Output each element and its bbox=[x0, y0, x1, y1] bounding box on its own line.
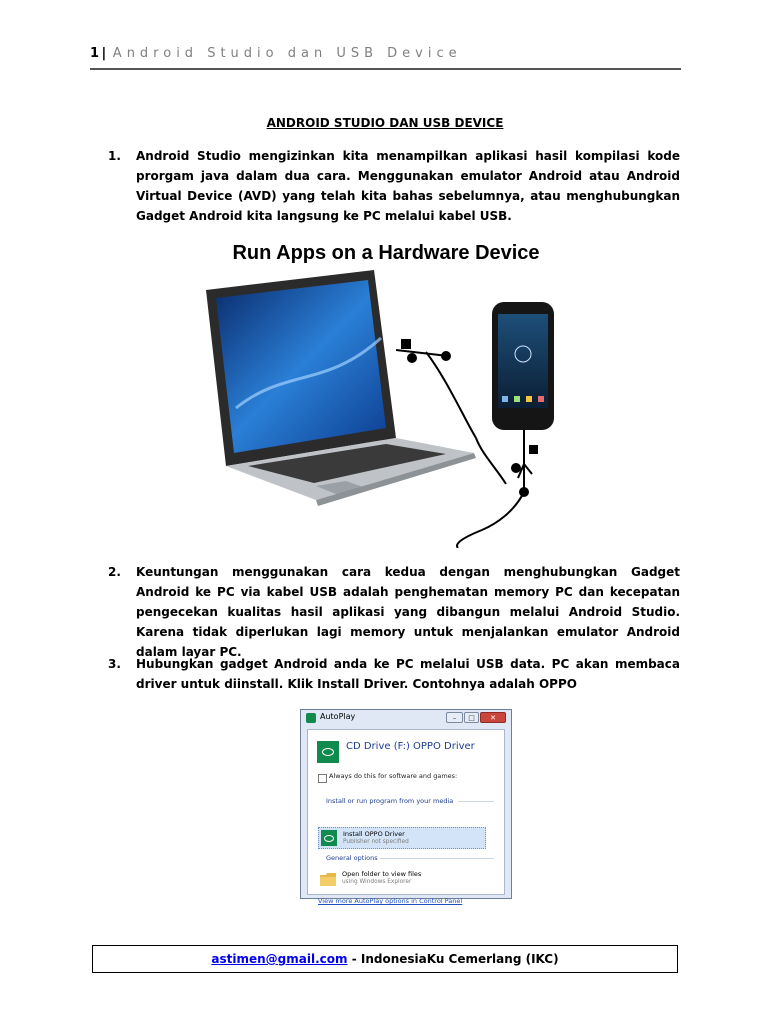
autoplay-dialog-screenshot bbox=[300, 709, 512, 905]
minimize-icon: – bbox=[446, 712, 463, 723]
section-general-heading: General options bbox=[326, 854, 378, 862]
section-divider bbox=[458, 801, 494, 802]
section-divider bbox=[380, 858, 494, 859]
oppo-logo-icon bbox=[321, 830, 337, 846]
page-number: 1 bbox=[90, 46, 100, 61]
install-driver-option bbox=[318, 827, 486, 849]
document-title: ANDROID STUDIO DAN USB DEVICE bbox=[266, 116, 504, 130]
page-footer bbox=[92, 945, 678, 973]
figure-title: Run Apps on a Hardware Device bbox=[232, 242, 540, 264]
footer-email-link[interactable]: astimen@gmail.com bbox=[211, 952, 348, 966]
open-folder-sublabel: using Windows Explorer bbox=[342, 879, 412, 885]
page-header bbox=[90, 46, 680, 68]
close-icon: ✕ bbox=[480, 712, 506, 723]
smartphone-icon bbox=[492, 302, 554, 430]
oppo-logo-icon bbox=[317, 741, 339, 763]
dialog-titlebar bbox=[301, 710, 511, 726]
list-item-number: 1. bbox=[108, 149, 121, 163]
list-item-text: Hubungkan gadget Android anda ke PC melalui USB data. PC akan membaca driver untuk diinstall. Klik Install Driver. Contohnya adalah OPPO bbox=[136, 657, 680, 691]
header-rule bbox=[90, 68, 681, 70]
open-folder-label: Open folder to view files bbox=[342, 870, 422, 878]
install-option-sublabel: Publisher not specified bbox=[343, 839, 409, 845]
laptop-icon bbox=[206, 270, 476, 506]
dialog-content bbox=[307, 729, 505, 905]
install-option-label: Install OPPO Driver bbox=[343, 830, 405, 838]
dialog-title: AutoPlay bbox=[320, 712, 356, 721]
list-item-text: Android Studio mengizinkan kita menampilkan aplikasi hasil kompilasi kode prorgam java dalam dua cara. Menggunakan emulator Android atau Android Virtual Device (AVD) yang telah kita bahas sebelumnya, atau menghubungkan Gadget Android kita langsung ke PC melalui kabel USB. bbox=[136, 149, 680, 223]
hardware-device-figure bbox=[196, 238, 576, 548]
autoplay-app-icon bbox=[306, 713, 316, 723]
list-item-number: 3. bbox=[108, 657, 121, 671]
header-separator: | bbox=[101, 46, 107, 61]
more-autoplay-options-link: View more AutoPlay options in Control Panel bbox=[318, 897, 463, 905]
footer-text: - IndonesiaKu Cemerlang (IKC) bbox=[347, 952, 559, 966]
always-checkbox bbox=[318, 774, 327, 783]
section-install-heading: Install or run program from your media bbox=[326, 797, 454, 805]
always-checkbox-label: Always do this for software and games: bbox=[329, 772, 458, 780]
list-item-number: 2. bbox=[108, 565, 121, 579]
laptop-phone-usb-illustration bbox=[196, 268, 576, 548]
folder-icon bbox=[320, 872, 336, 886]
maximize-icon: □ bbox=[464, 712, 479, 723]
running-title: Android Studio dan USB Device bbox=[112, 46, 462, 61]
drive-label: CD Drive (F:) OPPO Driver bbox=[346, 741, 475, 752]
list-item-text: Keuntungan menggunakan cara kedua dengan menghubungkan Gadget Android ke PC via kabel USB adalah penghematan memory PC dan kecepatan pengecekan kualitas hasil aplikasi yang dibangun melalui Android Studio. Karena tidak diperlukan lagi memory untuk menjalankan emulator Android dalam layar PC. bbox=[136, 565, 680, 659]
